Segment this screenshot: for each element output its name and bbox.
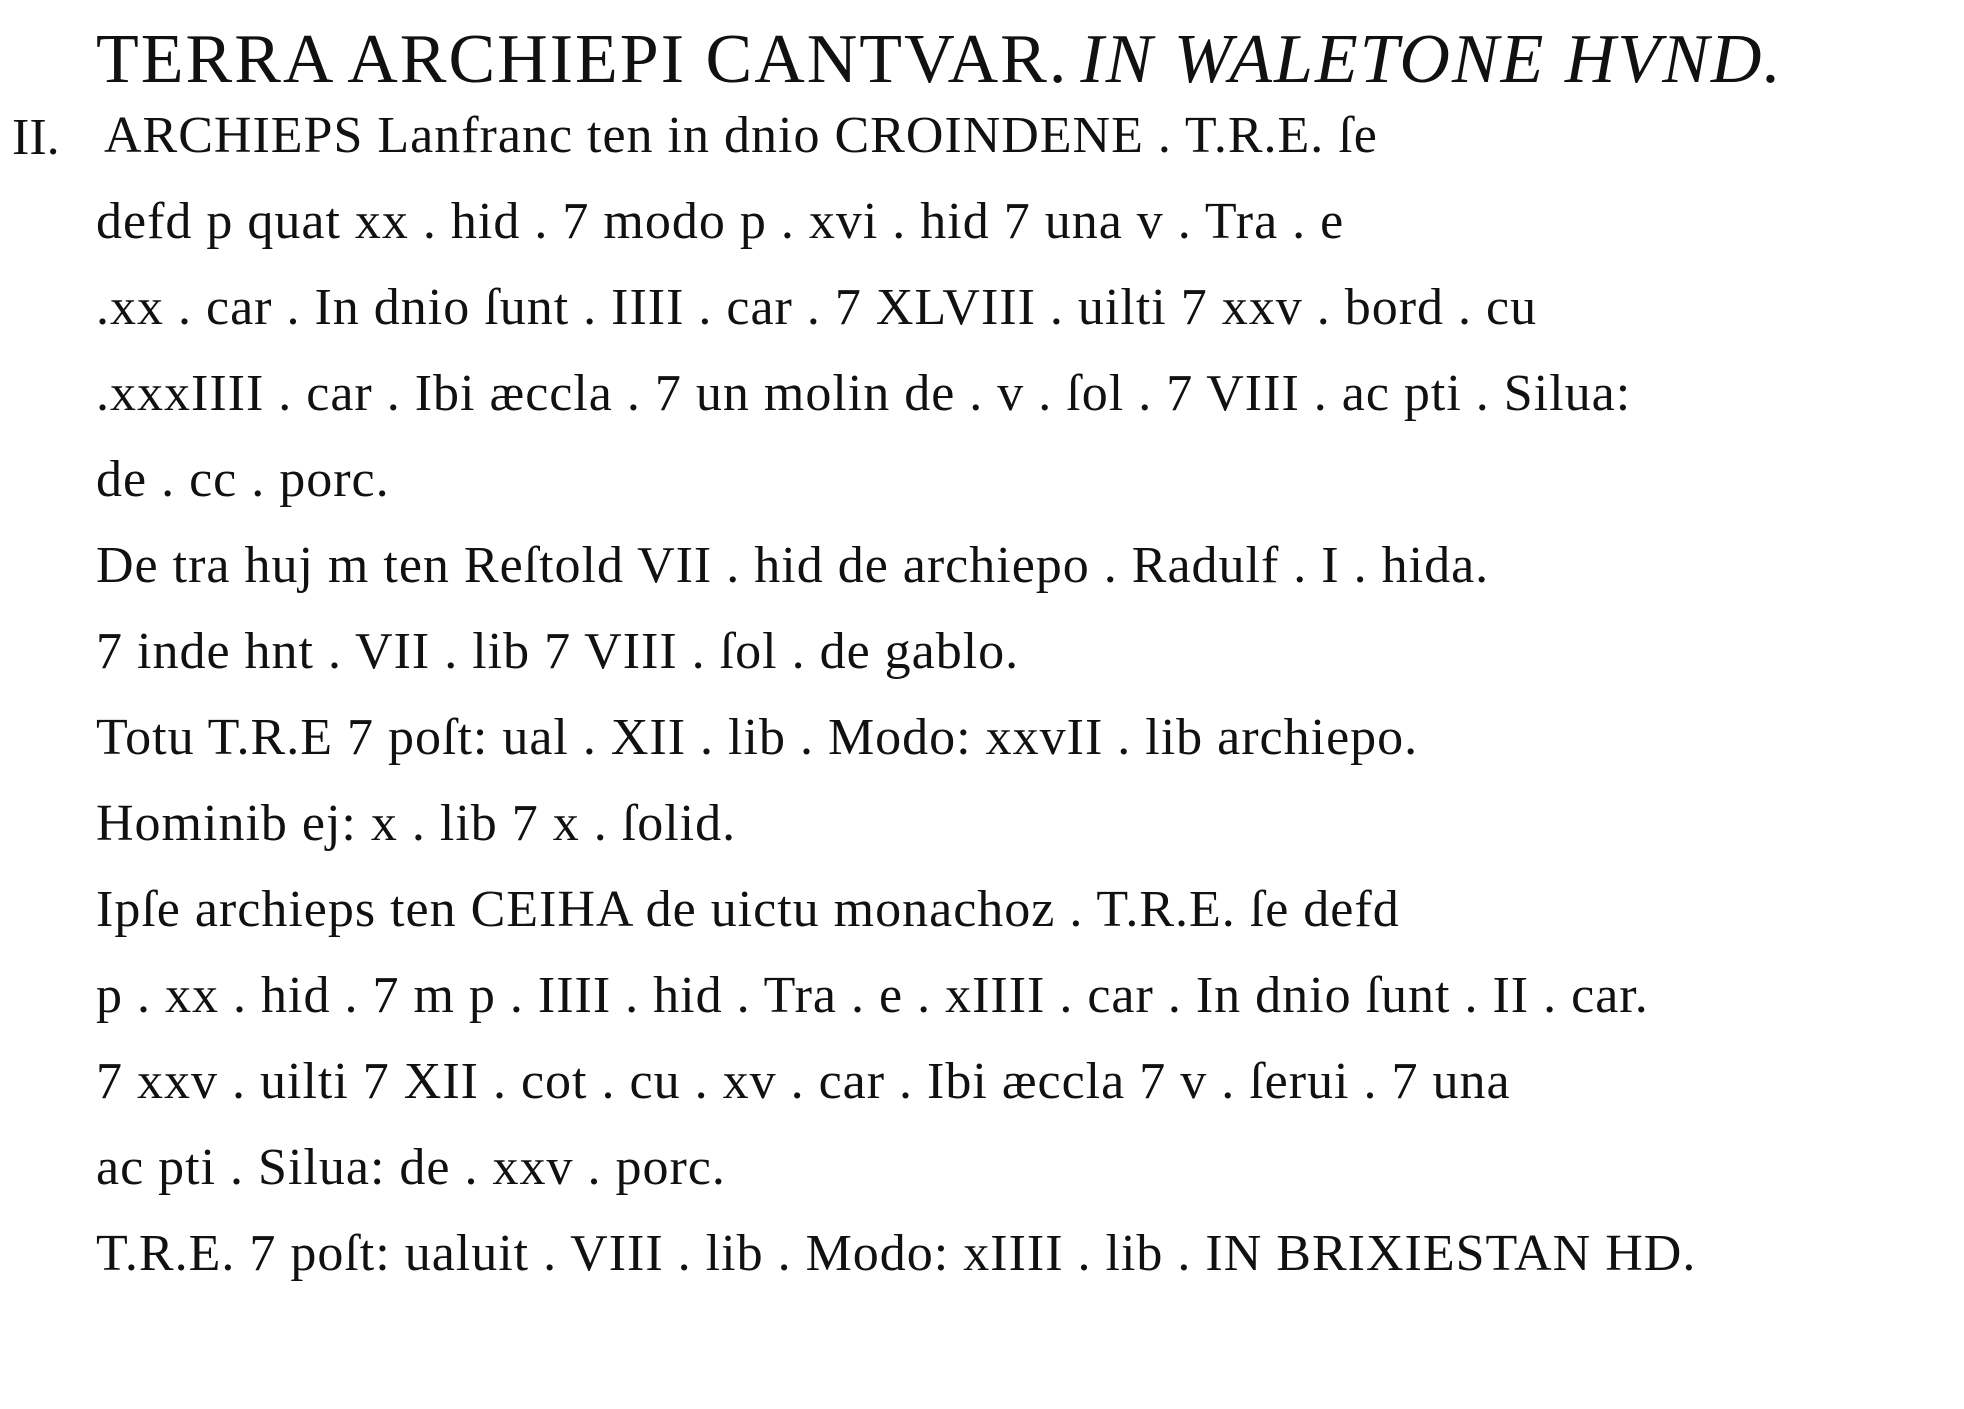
entry-1-line-1: ARCHIEPS Lanfranc ten in dnio CROINDENE . T.R.E. ſe [104, 107, 1378, 164]
entry-4-line-2: p . xx . hid . 7 m p . IIII . hid . Tra . e . xIIII . car . In dnio ſunt . II . car. [96, 967, 1649, 1024]
entry-3-line-1: Totu T.R.E 7 poſt: ual . XII . lib . Modo: xxvII . lib archiepo. [96, 709, 1419, 766]
entry-2-line-1: De tra huj m ten Reſtold VII . hid de archiepo . Radulf . I . hida. [96, 537, 1490, 594]
entry-2-line-2: 7 inde hnt . VII . lib 7 VIII . ſol . de gablo. [96, 623, 1020, 680]
entry-1-line-3: .xx . car . In dnio ſunt . IIII . car . 7 XLVIII . uilti 7 xxv . bord . cu [96, 279, 1538, 336]
entry-3-line-2: Hominib ej: x . lib 7 x . ſolid. [96, 795, 737, 852]
heading-hundred: IN WALETONE HVND. [1080, 21, 1783, 98]
section-number: II. [12, 109, 60, 166]
entry-4-line-5: T.R.E. 7 poſt: ualuit . VIII . lib . Modo: xIIII . lib . IN BRIXIESTAN HD. [96, 1225, 1697, 1282]
entry-4-line-1: Ipſe archieps ten CEIHA de uictu monachoz . T.R.E. ſe defd [96, 881, 1400, 938]
entry-1-line-2: defd p quat xx . hid . 7 modo p . xvi . hid 7 una v . Tra . e [96, 193, 1345, 250]
page-heading [96, 20, 1783, 100]
entry-1-line-4: .xxxIIII . car . Ibi æccla . 7 un molin de . v . ſol . 7 VIII . ac pti . Silua: [96, 365, 1632, 422]
entry-4-line-4: ac pti . Silua: de . xxv . porc. [96, 1139, 726, 1196]
entry-1-line-5: de . cc . porc. [96, 451, 390, 508]
entry-4-line-3: 7 xxv . uilti 7 XII . cot . cu . xv . car . Ibi æccla 7 v . ſerui . 7 una [96, 1053, 1511, 1110]
heading-main: TERRA ARCHIEPI CANTVAR. [96, 21, 1069, 98]
